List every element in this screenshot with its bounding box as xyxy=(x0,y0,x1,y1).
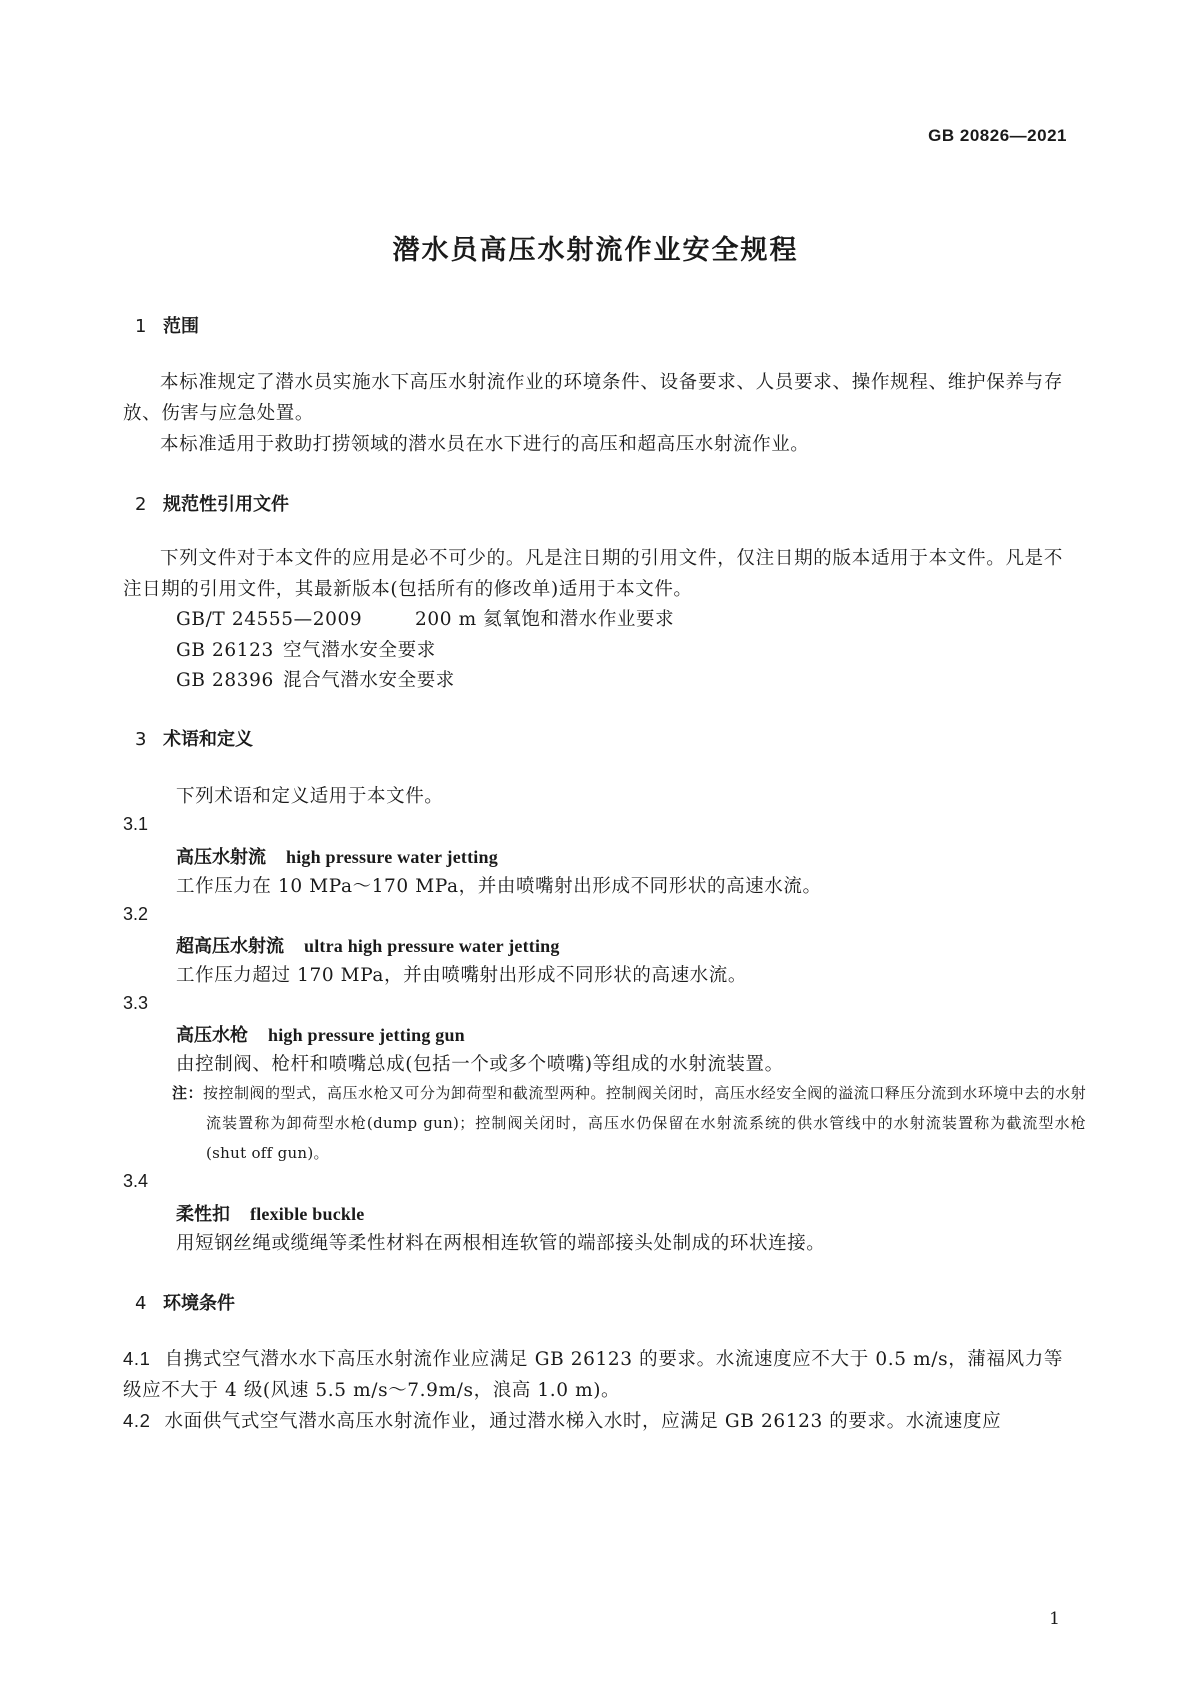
document-title: 潜水员高压水射流作业安全规程 xyxy=(392,235,799,266)
paragraph: 下列术语和定义适用于本文件。 xyxy=(176,786,444,807)
term-zh: 柔性扣 xyxy=(176,1204,230,1225)
reference-title: 200 m 氦氧饱和潜水作业要求 xyxy=(415,609,675,630)
section-title: 环境条件 xyxy=(163,1293,235,1314)
term-entry xyxy=(176,843,498,869)
term-zh: 超高压水射流 xyxy=(176,936,284,957)
term-note xyxy=(172,1078,1086,1168)
page-number: 1 xyxy=(1049,1609,1060,1629)
reference-code: GB 28396 xyxy=(176,670,274,691)
reference-code: GB 26123 xyxy=(176,640,274,661)
term-en: high pressure water jetting xyxy=(286,847,498,867)
note-label: 注： xyxy=(172,1084,203,1102)
subclause-number: 4.2 xyxy=(123,1410,151,1431)
term-definition: 由控制阀、枪杆和喷嘴总成(包括一个或多个喷嘴)等组成的水射流装置。 xyxy=(176,1054,784,1075)
reference-title: 空气潜水安全要求 xyxy=(283,640,436,661)
subclause-text: 水面供气式空气潜水高压水射流作业，通过潜水梯入水时，应满足 GB 26123 的要求。水流速度应 xyxy=(164,1411,1002,1432)
section-2-heading xyxy=(135,490,289,516)
section-4-heading xyxy=(135,1289,235,1315)
normative-reference xyxy=(176,636,436,662)
subclause xyxy=(123,1343,1063,1406)
term-definition: 工作压力在 10 MPa～170 MPa，并由喷嘴射出形成不同形状的高速水流。 xyxy=(176,876,822,897)
section-title: 术语和定义 xyxy=(163,729,253,750)
section-number: 2 xyxy=(135,494,147,515)
term-en: ultra high pressure water jetting xyxy=(304,936,560,956)
reference-title: 混合气潜水安全要求 xyxy=(283,670,455,691)
normative-reference xyxy=(176,666,455,692)
term-definition: 工作压力超过 170 MPa，并由喷嘴射出形成不同形状的高速水流。 xyxy=(176,965,747,986)
term-zh: 高压水枪 xyxy=(176,1025,248,1046)
standard-number: GB 20826—2021 xyxy=(928,126,1067,145)
term-en: flexible buckle xyxy=(250,1204,365,1224)
paragraph: 下列文件对于本文件的应用是必不可少的。凡是注日期的引用文件，仅注日期的版本适用于本文件。凡是不注日期的引用文件，其最新版本(包括所有的修改单)适用于本文件。 xyxy=(123,548,1063,600)
section-title: 范围 xyxy=(163,316,199,337)
section-3-heading xyxy=(135,725,253,751)
term-entry xyxy=(176,1200,365,1226)
paragraph: 本标准适用于救助打捞领域的潜水员在水下进行的高压和超高压水射流作业。 xyxy=(160,434,810,455)
reference-code: GB/T 24555—2009 xyxy=(176,609,363,630)
section-title: 规范性引用文件 xyxy=(163,494,289,515)
section-1-heading xyxy=(135,312,199,338)
section-number: 3 xyxy=(135,729,147,750)
clause-number: 3.3 xyxy=(123,993,149,1013)
normative-reference xyxy=(176,605,674,631)
term-definition: 用短钢丝绳或缆绳等柔性材料在两根相连软管的端部接头处制成的环状连接。 xyxy=(176,1233,826,1254)
clause-number: 3.4 xyxy=(123,1171,149,1191)
term-zh: 高压水射流 xyxy=(176,847,266,868)
section-number: 1 xyxy=(135,316,147,337)
term-entry xyxy=(176,1021,465,1047)
section-number: 4 xyxy=(135,1293,147,1314)
clause-number: 3.1 xyxy=(123,814,149,834)
subclause-text: 自携式空气潜水水下高压水射流作业应满足 GB 26123 的要求。水流速度应不大于 0.5 m/s，蒲福风力等级应不大于 4 级(风速 5.5 m/s～7.9m/s，浪高 1.0 m)。 xyxy=(123,1349,1063,1401)
term-entry xyxy=(176,932,560,958)
clause-number: 3.2 xyxy=(123,904,149,924)
term-en: high pressure jetting gun xyxy=(268,1025,465,1045)
paragraph: 本标准规定了潜水员实施水下高压水射流作业的环境条件、设备要求、人员要求、操作规程、维护保养与存放、伤害与应急处置。 xyxy=(123,372,1063,424)
subclause-number: 4.1 xyxy=(123,1348,151,1369)
subclause xyxy=(123,1405,1063,1437)
note-text: 按控制阀的型式，高压水枪又可分为卸荷型和截流型两种。控制阀关闭时，高压水经安全阀的溢流口释压分流到水环境中去的水射流装置称为卸荷型水枪(dump gun)；控制阀关闭时，高压水仍保留在水射流系统的供水管线中的水射流装置称为截流型水枪(shut off gun)。 xyxy=(203,1084,1086,1162)
